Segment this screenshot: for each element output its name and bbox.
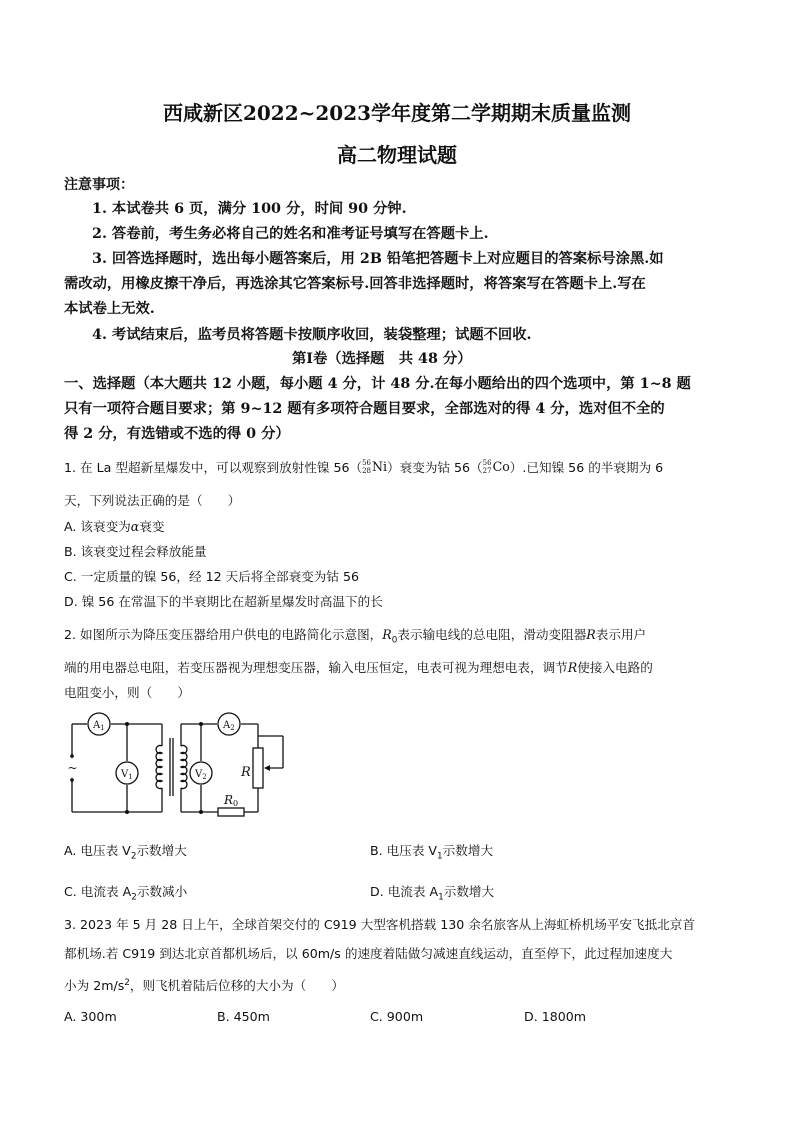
- note-2: 2. 答卷前，考生务必将自己的姓名和准考证号填写在答题卡上.: [92, 226, 489, 242]
- r0-label: R: [224, 793, 234, 807]
- q1-option-d: D. 镍 56 在常温下的半衰期比在超新星爆发时高温下的长: [64, 594, 383, 609]
- a1-label: A: [93, 720, 101, 731]
- question-3-text-a: 小为 2m/s: [64, 978, 125, 993]
- note-3c: 本试卷上无效.: [64, 301, 155, 317]
- q2-option-d-end: 示数增大: [443, 884, 495, 899]
- r-symbol: R: [586, 627, 596, 642]
- q2-option-a: [64, 840, 187, 862]
- q2-option-c-text: C. 电流表 A: [64, 884, 132, 899]
- question-2-text-c: 表示用户: [595, 627, 647, 642]
- ni-mass-number: 56: [362, 458, 371, 467]
- q2-option-b-end: 示数增大: [442, 843, 494, 858]
- rheostat-label: R: [241, 765, 251, 780]
- q2-option-d: [370, 881, 494, 903]
- q2-option-d-sub: 1: [438, 892, 444, 903]
- question-3-text-b: ，则飞机着陆后位移的大小为（ ）: [129, 978, 344, 993]
- q1-option-b: B. 该衰变过程会释放能量: [64, 544, 207, 559]
- question-2-text-e: 使接入电路的: [577, 660, 653, 675]
- q1-option-c: C. 一定质量的镍 56，经 12 天后将全部衰变为钴 56: [64, 569, 359, 584]
- r0-subscript: 0: [391, 635, 398, 646]
- exam-subtitle: 高二物理试题: [337, 143, 457, 167]
- cobalt-nuclide: [483, 459, 510, 475]
- svg-text:V2: [194, 769, 207, 781]
- q2-option-b-sub: 1: [437, 851, 443, 862]
- question-2-text-a: 2. 如图所示为降压变压器给用户供电的电路简化示意图，: [64, 627, 383, 642]
- q3-option-b: B. 450m: [217, 1009, 270, 1024]
- q3-option-c: C. 900m: [370, 1009, 424, 1024]
- q1-option-a-end: 衰变: [139, 519, 165, 534]
- question-2-line2: [64, 657, 653, 676]
- question-1-line2: 天，下列说法正确的是（ ）: [64, 493, 241, 508]
- co-symbol: Co: [492, 459, 510, 474]
- question-1-text-b: ）衰变为钴 56（: [387, 460, 483, 475]
- note-4: 4. 考试结束后，监考员将答题卡按顺序收回，装袋整理；试题不回收.: [92, 327, 532, 343]
- part-title: 第Ⅰ卷（选择题 共 48 分）: [292, 351, 472, 367]
- svg-text:A2: [222, 720, 235, 732]
- q2-option-b: [370, 840, 493, 862]
- q2-option-d-text: D. 电流表 A: [370, 884, 439, 899]
- q2-option-a-end: 示数增大: [136, 843, 187, 858]
- nickel-nuclide: [362, 459, 387, 475]
- v1-subscript: 1: [128, 773, 133, 781]
- v2-subscript: 2: [202, 773, 207, 781]
- a2-label: A: [223, 720, 231, 731]
- ni-symbol: Ni: [372, 459, 388, 474]
- co-atomic-number: 27: [482, 466, 492, 475]
- svg-text:R0: [223, 793, 238, 808]
- question-3-line1: 3. 2023 年 5 月 28 日上午，全球首架交付的 C919 大型客机搭载 130 余名旅客从上海虹桥机场平安飞抵北京首: [64, 917, 695, 932]
- question-1-text-c: ）.已知镍 56 的半衰期为 6: [509, 460, 664, 475]
- question-2-line3: 电阻变小，则（ ）: [64, 685, 190, 700]
- question-3-sup: 2: [124, 977, 130, 988]
- question-2-text-d: 端的用电器总电阻，若变压器视为理想变压器，输入电压恒定，电表可视为理想电表，调节: [64, 660, 568, 675]
- q2-option-c-sub: 2: [131, 892, 137, 903]
- r0-label-subscript: 0: [233, 799, 239, 808]
- note-3b: 需改动，用橡皮擦干净后，再选涂其它答案标号.回答非选择题时，将答案写在答题卡上.写在: [64, 276, 646, 292]
- alpha-symbol: α: [130, 519, 140, 534]
- q2-option-b-text: B. 电压表 V: [370, 843, 438, 858]
- q2-option-c: [64, 881, 187, 903]
- a2-subscript: 2: [230, 724, 235, 732]
- question-3-line3: [64, 975, 344, 994]
- q1-option-a: [64, 516, 164, 535]
- transformer-circuit-diagram: [60, 708, 300, 823]
- co-mass-number: 56: [482, 458, 492, 467]
- section-instructions-2: 只有一项符合题目要求；第 9~12 题有多项符合题目要求，全部选对的得 4 分，选对但不全的: [64, 401, 665, 417]
- r0-symbol: R: [382, 627, 392, 642]
- question-1-stem: [64, 457, 663, 476]
- q1-option-a-text: A. 该衰变为: [64, 519, 131, 534]
- svg-text:A1: [92, 720, 105, 732]
- section-instructions-1: 一、选择题（本大题共 12 小题，每小题 4 分，计 48 分.在每小题给出的四个选项中，第 1~8 题: [64, 376, 691, 392]
- r-symbol-2: R: [567, 660, 578, 675]
- q3-option-d: D. 1800m: [524, 1009, 587, 1024]
- v2-label: V: [195, 769, 203, 780]
- question-2-line1: [64, 624, 646, 646]
- q2-option-c-end: 示数减小: [136, 884, 188, 899]
- question-3-line2: 都机场.若 C919 到达北京首都机场后，以 60m/s 的速度着陆做匀减速直线运动，直至停下，此过程加速度大: [64, 946, 673, 961]
- q3-option-a: A. 300m: [64, 1009, 117, 1024]
- svg-text:V1: [120, 769, 133, 781]
- v1-label: V: [121, 769, 129, 780]
- note-3a: 3. 回答选择题时，选出每小题答案后，用 2B 铅笔把答题卡上对应题目的答案标号涂黑.如: [92, 251, 664, 267]
- question-2-text-b: 表示输电线的总电阻，滑动变阻器: [397, 627, 587, 642]
- q2-option-a-sub: 2: [130, 851, 137, 862]
- a1-subscript: 1: [100, 724, 105, 732]
- exam-title: 西咸新区2022~2023学年度第二学期期末质量监测: [162, 101, 632, 125]
- note-1: 1. 本试卷共 6 页，满分 100 分，时间 90 分钟.: [92, 201, 407, 217]
- notes-heading: 注意事项：: [64, 177, 134, 193]
- ac-source-symbol: ~: [67, 761, 78, 775]
- question-1-text-a: 1. 在 La 型超新星爆发中，可以观察到放射性镍 56（: [64, 460, 363, 475]
- section-instructions-3: 得 2 分，有选错或不选的得 0 分）: [64, 426, 290, 442]
- q2-option-a-text: A. 电压表 V: [64, 843, 131, 858]
- ni-atomic-number: 28: [362, 466, 371, 475]
